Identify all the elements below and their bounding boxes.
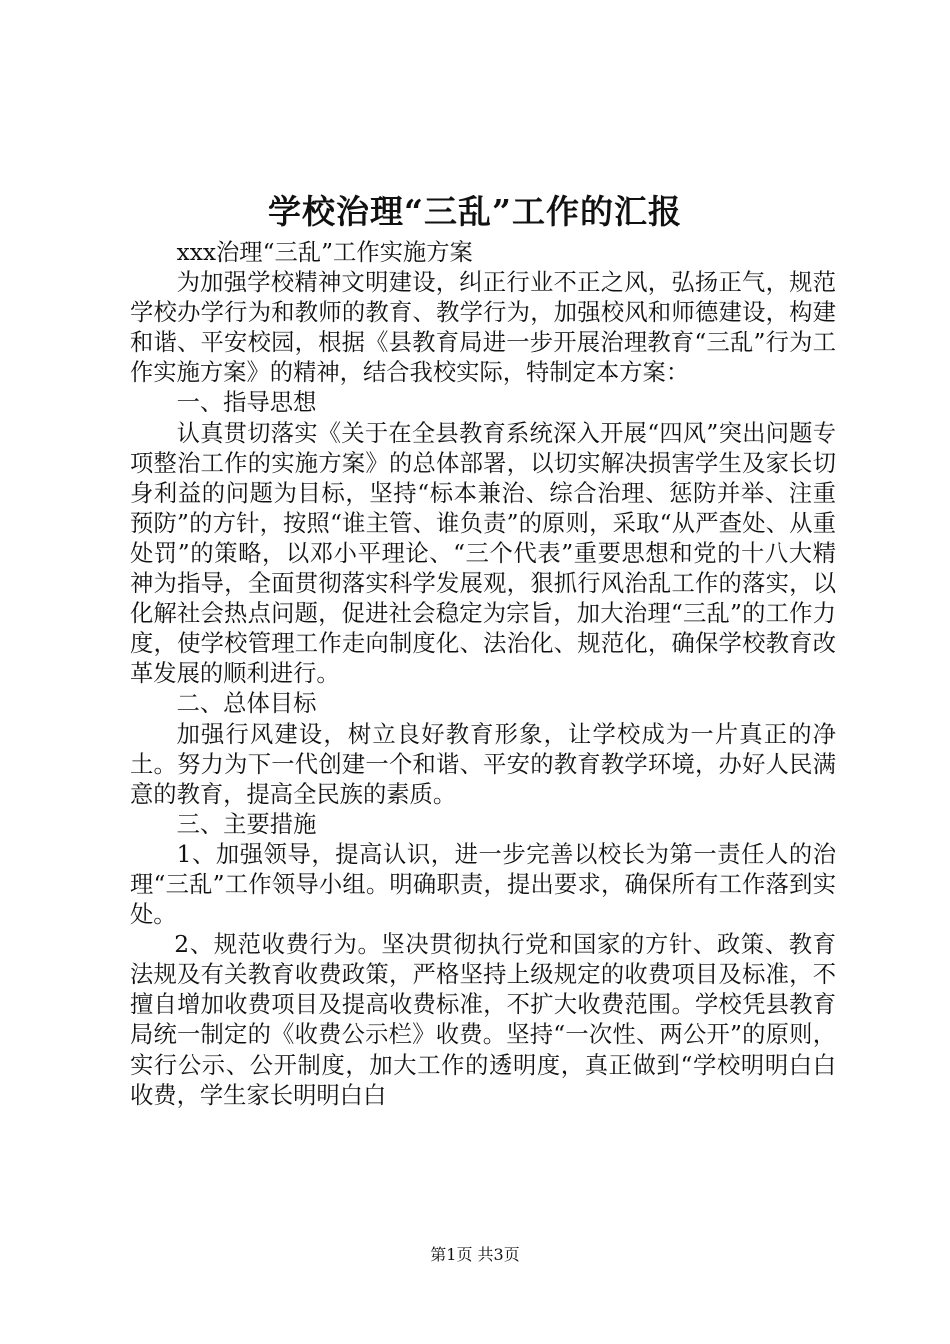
section-heading-main-measures: 三、主要措施 [176,810,317,838]
overall-goal-paragraph: 加强行风建设，树立良好教育形象，让学校成为一片真正的净土。努力为下一代创建一个和谐、平安的教育教学环境，办好人民满意的教育，提高全民族的素质。 [130,720,836,808]
section-heading-overall-goal: 二、总体目标 [176,690,317,718]
document-title: 学校治理“三乱”工作的汇报 [268,192,682,231]
intro-paragraph: 为加强学校精神文明建设，纠正行业不正之风，弘扬正气，规范学校办学行为和教师的教育、教学行为，加强校风和师德建设，构建和谐、平安校园，根据《县教育局进一步开展治理教育“三乱”行为工作实施方案》的精神，结合我校实际，特制定本方案： [130,269,836,387]
page-number: 第1页 共3页 [430,1245,520,1264]
plan-subtitle: xxx治理“三乱”工作实施方案 [176,239,473,266]
guiding-ideology-paragraph: 认真贯切落实《关于在全县教育系统深入开展“四风”突出问题专项整治工作的实施方案》的总体部署，以切实解决损害学生及家长切身利益的问题为目标，坚持“标本兼治、综合治理、惩防并举、注重预防”的方针，按照“谁主管、谁负责”的原则，采取“从严查处、从重处罚”的策略，以邓小平理论、“三个代表”重要思想和党的十八大精神为指导，全面贯彻落实科学发展观，狠抓行风治乱工作的落实，以化解社会热点问题，促进社会稳定为宗旨，加大治理“三乱”的工作力度，使学校管理工作走向制度化、法治化、规范化，确保学校教育改革发展的顺利进行。 [130,419,836,688]
section-heading-guiding-ideology: 一、指导思想 [176,389,317,417]
document-body [130,238,836,1111]
measure-1-paragraph: 1、加强领导，提高认识，进一步完善以校长为第一责任人的治理“三乱”工作领导小组。明确职责，提出要求，确保所有工作落到实处。 [130,840,836,929]
measure-2-paragraph: 2、规范收费行为。坚决贯彻执行党和国家的方针、政策、教育法规及有关教育收费政策，严格坚持上级规定的收费项目及标准，不擅自增加收费项目及提高收费标准，不扩大收费范围。学校凭县教育局统一制定的《收费公示栏》收费。坚持“一次性、两公开”的原则，实行公示、公开制度，加大工作的透明度，真正做到“学校明明白白收费，学生家长明明白白 [130,931,836,1109]
